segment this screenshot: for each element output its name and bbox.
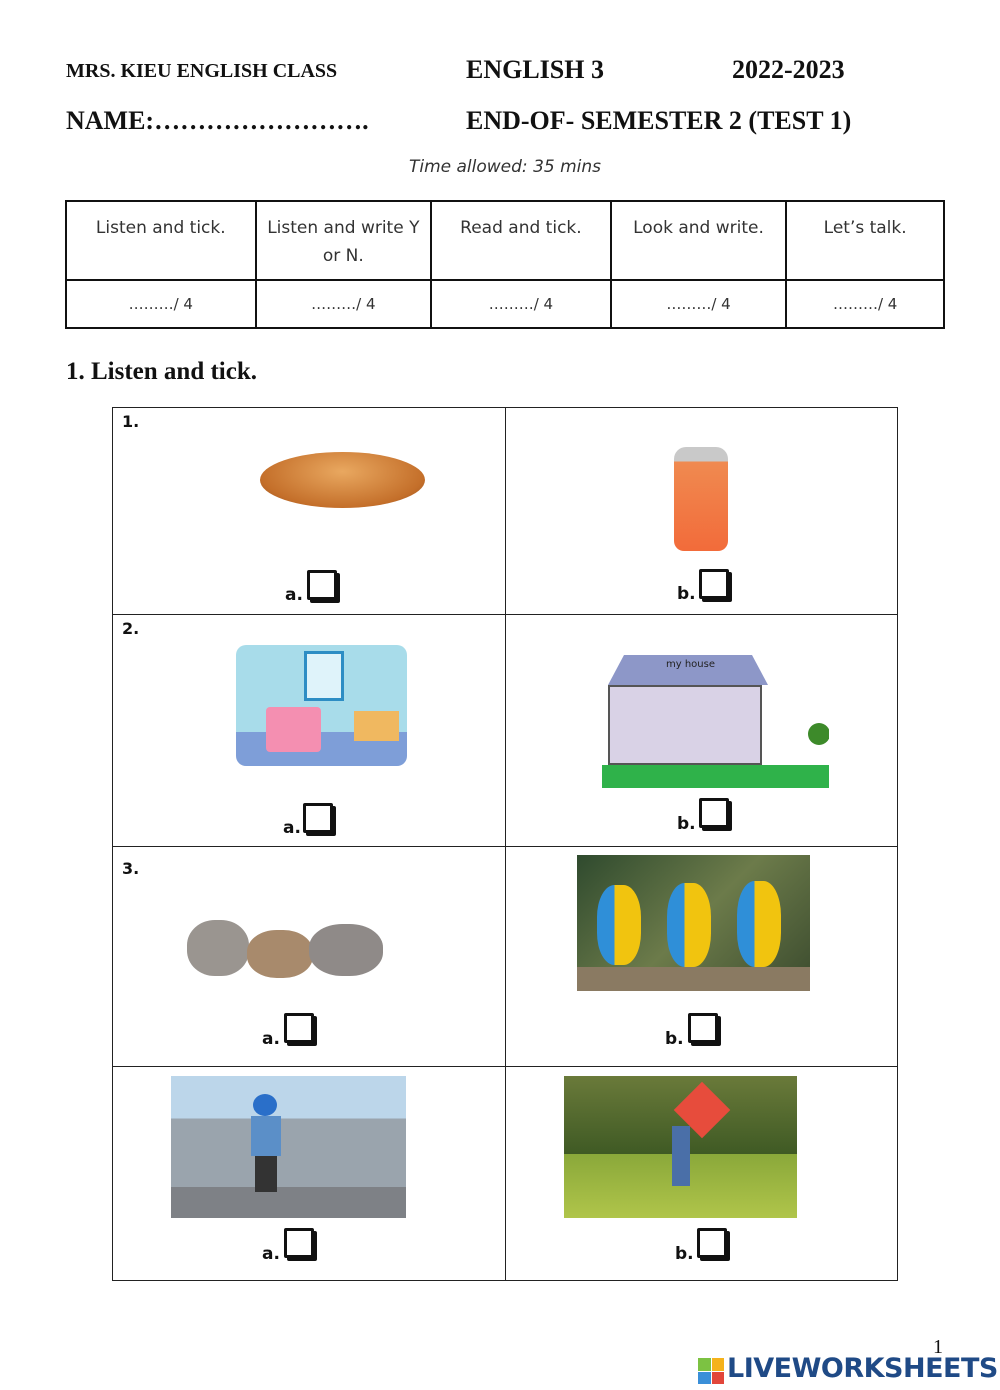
section-title: 1. Listen and tick.	[66, 358, 258, 385]
score-cell: ………/ 4	[431, 280, 611, 328]
test-title: END-OF- SEMESTER 2 (TEST 1)	[466, 106, 852, 135]
liveworksheets-logo-icon	[698, 1358, 724, 1384]
house-label: my house	[666, 659, 715, 670]
house-image	[602, 645, 829, 788]
score-cell: ………/ 4	[66, 280, 256, 328]
option-label: b.	[665, 1029, 684, 1049]
score-header: Let’s talk.	[786, 201, 944, 280]
option-label: a.	[285, 585, 303, 605]
tick-box-3b[interactable]	[688, 1013, 718, 1043]
option-label: a.	[283, 818, 301, 838]
bedroom-image	[236, 645, 407, 766]
parrots-image	[577, 855, 810, 991]
tick-box-4b[interactable]	[697, 1228, 727, 1258]
page-number: 1	[933, 1336, 943, 1358]
question-number: 1.	[122, 412, 140, 431]
option-label: b.	[677, 584, 696, 604]
rabbits-image	[183, 890, 385, 980]
bread-image	[260, 452, 425, 508]
question-number: 2.	[122, 619, 140, 638]
score-cell: ………/ 4	[611, 280, 787, 328]
option-label: b.	[677, 814, 696, 834]
score-header: Listen and write Y or N.	[256, 201, 432, 280]
tick-box-2a[interactable]	[303, 803, 333, 833]
score-header: Look and write.	[611, 201, 787, 280]
score-cell: ………/ 4	[786, 280, 944, 328]
tick-box-2b[interactable]	[699, 798, 729, 828]
row-divider	[112, 846, 898, 847]
tick-box-4a[interactable]	[284, 1228, 314, 1258]
school-name: MRS. KIEU ENGLISH CLASS	[66, 60, 338, 82]
school-year: 2022-2023	[732, 55, 845, 84]
question-number: 3.	[122, 859, 140, 878]
row-divider	[112, 614, 898, 615]
tick-box-1a[interactable]	[307, 570, 337, 600]
score-cell: ………/ 4	[256, 280, 432, 328]
row-divider	[112, 1066, 898, 1067]
rollerskating-image	[171, 1076, 406, 1218]
score-header: Read and tick.	[431, 201, 611, 280]
score-table	[65, 200, 945, 329]
column-divider	[505, 407, 506, 1281]
tick-box-1b[interactable]	[699, 569, 729, 599]
juice-bottle-image	[674, 447, 728, 551]
option-label: b.	[675, 1244, 694, 1264]
time-allowed: Time allowed: 35 mins	[408, 157, 602, 177]
score-header: Listen and tick.	[66, 201, 256, 280]
tick-box-3a[interactable]	[284, 1013, 314, 1043]
subject: ENGLISH 3	[466, 55, 604, 84]
option-label: a.	[262, 1029, 280, 1049]
kite-flying-image	[564, 1076, 797, 1218]
liveworksheets-brand[interactable]: LIVEWORKSHEETS	[727, 1353, 998, 1384]
option-label: a.	[262, 1244, 280, 1264]
name-field[interactable]: NAME:…………………….	[66, 106, 369, 135]
